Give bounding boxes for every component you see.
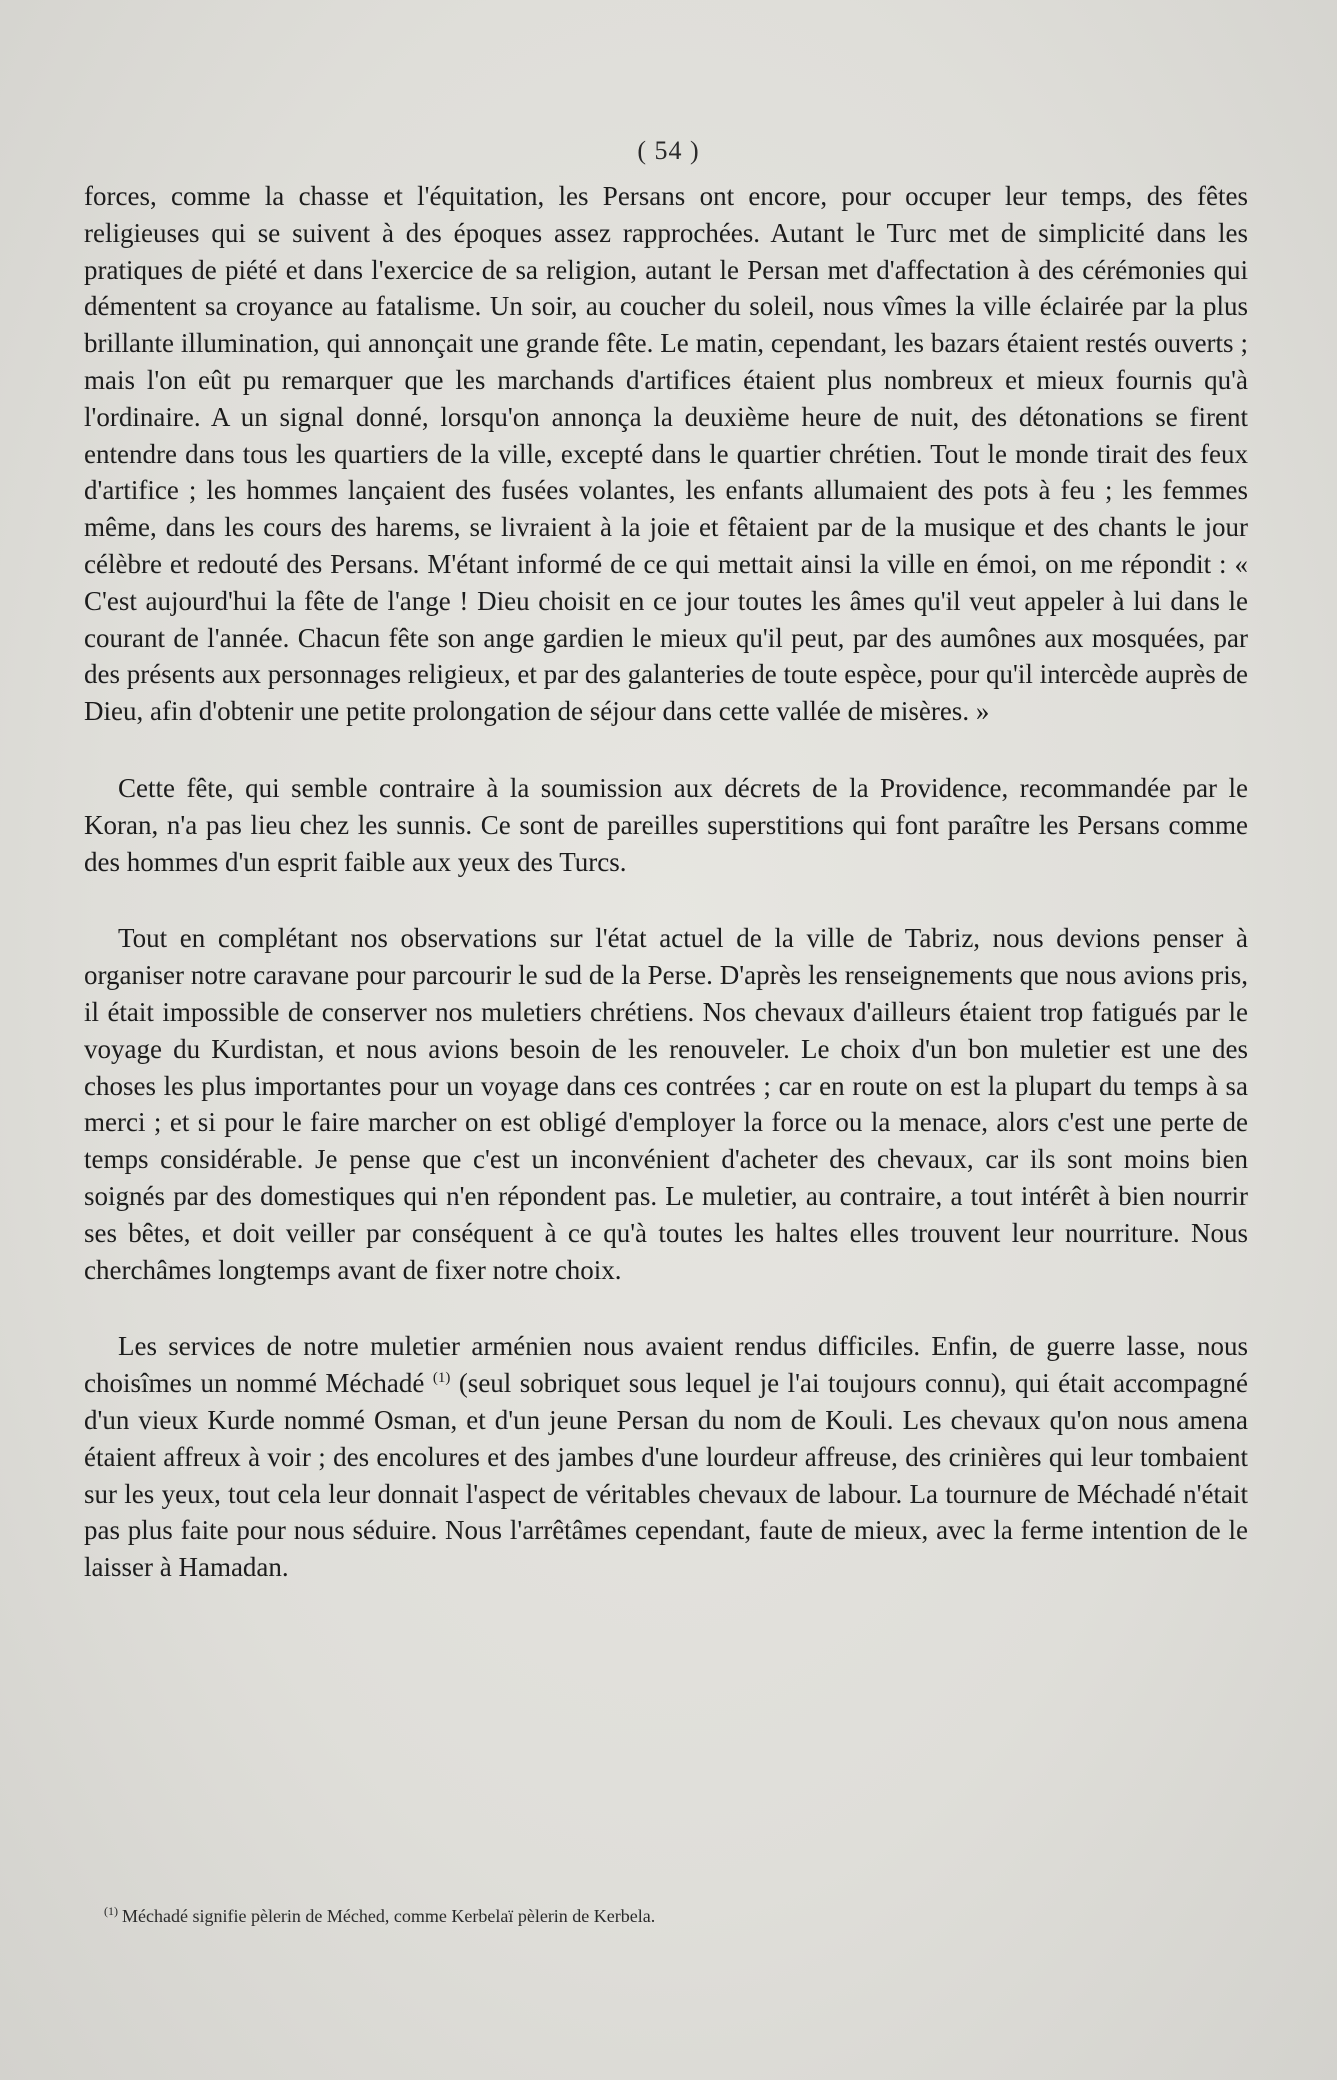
paragraph-caravan: Tout en complétant nos observations sur l'état actuel de la ville de Tabriz, nous devions penser à organiser notre caravane pour parcourir le sud de la Perse. D'après les renseignements que nous avions pris, il était impossible de conserver nos muletiers chrétiens. Nos chevaux d'ailleurs étaient trop fatigués par le voyage du Kurdistan, et nous avions besoin de les renouveler. Le choix d'un bon muletier est une des choses les plus importantes pour un voyage dans ces contrées ; car en route on est la plupart du temps à sa merci ; et si pour le faire marcher on est obligé d'employer la force ou la menace, alors c'est une perte de temps considérable. Je pense que c'est un inconvénient d'acheter des chevaux, car ils sont moins bien soignés par des domestiques qui n'en répondent pas. Le muletier, au contraire, a tout intérêt à bien nourrir ses bêtes, et doit veiller par conséquent à ce qu'à toutes les haltes elles trouvent leur nourriture. Nous cherchâmes longtemps avant de fixer notre choix.: [84, 923, 1248, 1285]
paragraph-muleteer-text-end: (seul sobriquet sous lequel je l'ai toujours connu), qui était accompagné d'un vieux Kurde nommé Osman, et d'un jeune Persan du nom de Kouli. Les chevaux qu'on nous amena étaient affreux à voir ; des encolures et des jambes d'une lourdeur affreuse, des crinières qui leur tombaient sur les yeux, tout cela leur donnait l'aspect de véritables chevaux de labour. La tournure de Méchadé n'était pas plus faite pour nous séduire. Nous l'arrêtâmes cependant, faute de mieux, avec la ferme intention de le laisser à Hamadan.: [84, 1368, 1249, 1583]
paragraph-sunnis: Cette fête, qui semble contraire à la soumission aux décrets de la Providence, recommandée par le Koran, n'a pas lieu chez les sunnis. Ce sont de pareilles superstitions qui font paraître les Persans comme des hommes d'un esprit faible aux yeux des Turcs.: [84, 772, 1248, 877]
footnote-reference-mark: (1): [432, 1370, 451, 1387]
paragraph-gap: [84, 1288, 1248, 1328]
paragraph-festivals: forces, comme la chasse et l'équitation, les Persans ont encore, pour occuper leur temps, des fêtes religieuses qui se suivent à des époques assez rapprochées. Autant le Turc met de simplicité dans les pratiques de piété et dans l'exercice de sa religion, autant le Persan met d'affectation à des cérémonies qui démentent sa croyance au fatalisme. Un soir, au coucher du soleil, nous vîmes la ville éclairée par la plus brillante illumination, qui annonçait une grande fête. Le matin, cependant, les bazars étaient restés ouverts ; mais l'on eût pu remarquer que les marchands d'artifices étaient plus nombreux et mieux fournis qu'à l'ordinaire. A un signal donné, lorsqu'on annonça la deuxième heure de nuit, des détonations se firent entendre dans tous les quartiers de la ville, excepté dans le quartier chrétien. Tout le monde tirait des feux d'artifice ; les hommes lançaient des fusées volantes, les enfants allumaient des pots à feu ; les femmes même, dans les cours des harems, se livraient à la joie et fêtaient par de la musique et des chants le jour célèbre et redouté des Persans. M'étant informé de ce qui mettait ainsi la ville en émoi, on me répondit : « C'est aujourd'hui la fête de l'ange ! Dieu choisit en ce jour toutes les âmes qu'il veut appeler à lui dans le courant de l'année. Chacun fête son ange gardien le mieux qu'il peut, par des aumônes aux mosquées, par des présents aux personnages religieux, et par des galanteries de toute espèce, pour qu'il intercède auprès de Dieu, afin d'obtenir une petite prolongation de séjour dans cette vallée de misères. »: [84, 181, 1248, 727]
paragraph-gap: [84, 880, 1248, 920]
footnote-mark: (1): [104, 1904, 118, 1918]
paragraph-muleteer-text-start: Les services de notre muletier arménien nous avaient rendus difficiles. Enfin, de guerre lasse, nous choisîmes un nommé Méchadé: [84, 1331, 1248, 1399]
paragraph-gap: [84, 730, 1248, 770]
body-text: [84, 178, 1248, 1586]
footnote-text: Méchadé signifie pèlerin de Méched, comme Kerbelaï pèlerin de Kerbela.: [122, 1906, 656, 1926]
page-number: ( 54 ): [637, 136, 700, 165]
footnote: [104, 1904, 1244, 1928]
paragraph-muleteer: [84, 1328, 1248, 1586]
